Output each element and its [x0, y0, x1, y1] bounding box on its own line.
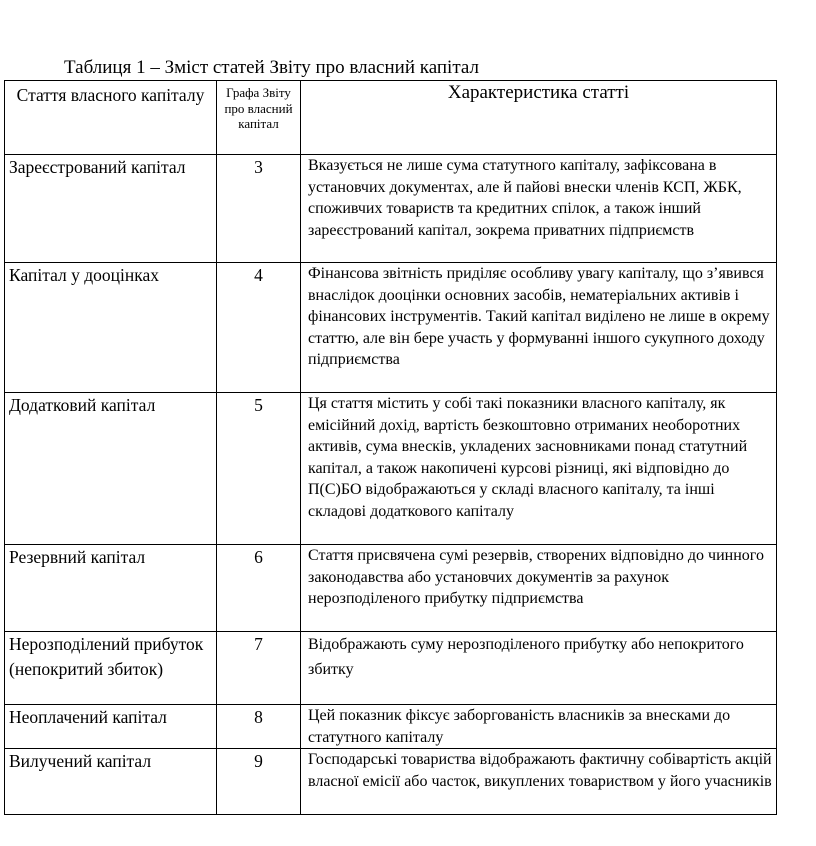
row-description: Вказується не лише сума статутного капіталу, зафіксована в установчих документах, але й пайові внески членів КСП, ЖБК, споживчих товариств та кредитних спілок, а також інший зареєстрований капітал, зокрема приватних підприємств [301, 155, 777, 263]
table-row [5, 393, 777, 545]
table-row [5, 749, 777, 815]
row-description: Ця стаття містить у собі такі показники власного капіталу, як емісійний дохід, вартість безкоштовно отриманих необоротних активів, сума внесків, укладених засновниками понад статутний капітал, а також накопичені курсові різниці, які відповідно до П(С)БО відображаються у складі власного капіталу, та інші складові додаткового капіталу [301, 393, 777, 545]
row-column-number: 6 [217, 545, 301, 632]
row-item: Додатковий капітал [5, 393, 217, 545]
row-description: Господарські товариства відображають фактичну собівартість акцій власної емісії або часток, викуплених товариством у його учасників [301, 749, 777, 815]
header-report-column: Графа Звіту про власний капітал [217, 81, 301, 155]
header-equity-item: Стаття власного капіталу [5, 81, 217, 155]
table-row [5, 705, 777, 749]
row-item: Нерозподілений прибуток (непокритий збиток) [5, 632, 217, 705]
row-description: Цей показник фіксує заборгованість власників за внесками до статутного капіталу [301, 705, 777, 749]
row-item: Зареєстрований капітал [5, 155, 217, 263]
row-item: Капітал у дооцінках [5, 263, 217, 393]
row-column-number: 3 [217, 155, 301, 263]
table-caption: Таблиця 1 – Зміст статей Звіту про власний капітал [64, 57, 479, 78]
row-column-number: 5 [217, 393, 301, 545]
row-column-number: 9 [217, 749, 301, 815]
row-column-number: 4 [217, 263, 301, 393]
header-description: Характеристика статті [301, 81, 777, 155]
row-description: Стаття присвячена сумі резервів, створених відповідно до чинного законодавства або установчих документів за рахунок нерозподіленого прибутку підприємства [301, 545, 777, 632]
row-item: Резервний капітал [5, 545, 217, 632]
table-header-row [5, 81, 777, 155]
table-row [5, 545, 777, 632]
row-item: Вилучений капітал [5, 749, 217, 815]
row-description: Відображають суму нерозподіленого прибутку або непокритого збитку [301, 632, 777, 705]
table-row [5, 263, 777, 393]
row-description: Фінансова звітність приділяє особливу увагу капіталу, що з’явився внаслідок дооцінки основних засобів, нематеріальних активів і фінансових інструментів. Такий капітал виділено не лише в окрему статтю, але він бере участь у формуванні іншого сукупного доходу підприємства [301, 263, 777, 393]
row-item: Неоплачений капітал [5, 705, 217, 749]
equity-statement-table [4, 80, 777, 815]
row-column-number: 8 [217, 705, 301, 749]
table-row [5, 632, 777, 705]
table-row [5, 155, 777, 263]
row-column-number: 7 [217, 632, 301, 705]
